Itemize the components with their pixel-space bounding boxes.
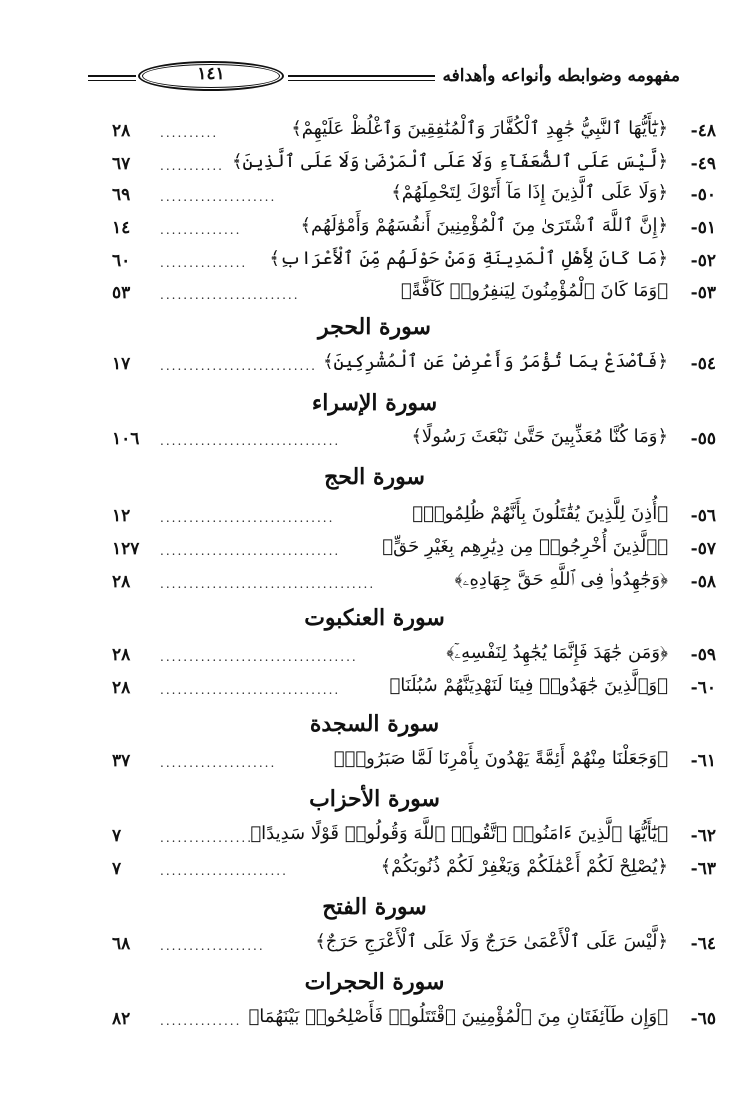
surah-heading: سورة الحج xyxy=(324,464,425,490)
leader-dots: .................... xyxy=(160,190,277,204)
entry-number: ٥٣- xyxy=(690,283,716,303)
verse-text: ﴿وَجَعَلْنَا مِنْهُمْ أَئِمَّةً يَهْدُونَ بِأَمْرِنَا لَمَّا صَبَرُوا۟﴾ xyxy=(333,748,668,769)
leader-dots: .................................. xyxy=(160,650,358,664)
entry-number: ٥٩- xyxy=(690,645,716,665)
index-entry xyxy=(96,351,716,381)
index-entry xyxy=(96,536,716,566)
header-title: مفهومه وضوابطه وأنواعه وأهدافه xyxy=(442,66,680,86)
surah-heading: سورة الفتح xyxy=(322,894,427,920)
entry-number: ٦٠- xyxy=(690,678,716,698)
verse-text: ﴿وَإِن طَآئِفَتَانِ مِنَ ٱلْمُؤْمِنِينَ ٱقْتَتَلُوا۟ فَأَصْلِحُوا۟ بَيْنَهُمَا﴾ xyxy=(248,1006,668,1027)
page-number-ornament xyxy=(138,61,286,93)
leader-dots: ............................... xyxy=(160,683,341,697)
entry-number: ٥٠- xyxy=(690,185,716,205)
leader-dots: .............................. xyxy=(160,511,335,525)
entry-number: ٥١- xyxy=(690,218,716,238)
index-entry xyxy=(96,856,716,886)
leader-dots: ...................... xyxy=(160,864,288,878)
verse-text: ﴿يُصْلِحْ لَكُمْ أَعْمَٰلَكُمْ وَيَغْفِرْ لَكُمْ ذُنُوبَكُمْ﴾ xyxy=(380,856,668,877)
surah-heading: سورة الحجر xyxy=(318,314,431,340)
entry-number: ٤٨- xyxy=(690,121,716,141)
verse-text: ﴿لَّيْسَ عَلَى ٱلضُّعَفَآءِ وَلَا عَلَى ٱلْمَرْضَىٰ وَلَا عَلَى ٱلَّذِينَ﴾ xyxy=(231,151,668,172)
page-ref: ٢٨ xyxy=(112,678,131,698)
leader-dots: .............. xyxy=(160,1014,242,1028)
leader-dots: ........................ xyxy=(160,288,300,302)
surah-heading: سورة العنكبوت xyxy=(304,605,445,631)
entry-number: ٥٦- xyxy=(690,506,716,526)
page-ref: ١٧ xyxy=(112,354,131,374)
verse-text: ﴿لَّيْسَ عَلَى ٱلْأَعْمَىٰ حَرَجٌ وَلَا عَلَى ٱلْأَعْرَجِ حَرَجٌ﴾ xyxy=(315,931,668,952)
surah-heading: سورة الحجرات xyxy=(304,969,445,995)
leader-dots: ................ xyxy=(160,831,254,845)
entry-number: ٦٥- xyxy=(690,1009,716,1029)
page-ref: ٢٨ xyxy=(112,645,131,665)
entry-number: ٥٤- xyxy=(690,354,716,374)
verse-text: ﴿وَلَا عَلَى ٱلَّذِينَ إِذَا مَآ أَتَوْكَ لِتَحْمِلَهُمْ﴾ xyxy=(391,182,668,203)
leader-dots: ..................................... xyxy=(160,577,376,591)
surah-heading: سورة الإسراء xyxy=(311,390,438,416)
header-rule xyxy=(288,75,435,81)
page-ref: ٦٠ xyxy=(112,251,131,271)
entry-number: ٦٤- xyxy=(690,934,716,954)
index-entry xyxy=(96,151,716,181)
verse-text: ﴿أُذِنَ لِلَّذِينَ يُقَٰتَلُونَ بِأَنَّهُمْ ظُلِمُوا۟﴾ xyxy=(412,503,668,524)
page-ref: ٣٧ xyxy=(112,751,131,771)
index-entry xyxy=(96,118,716,148)
page-ref: ٧ xyxy=(112,826,122,846)
index-entry xyxy=(96,569,716,599)
index-entry xyxy=(96,280,716,310)
surah-heading: سورة الأحزاب xyxy=(309,786,440,812)
entry-number: ٦٣- xyxy=(690,859,716,879)
verse-text: ﴿يَٰٓأَيُّهَا ٱلنَّبِيُّ جَٰهِدِ ٱلْكُفَّارَ وَٱلْمُنَٰفِقِينَ وَٱغْلُظْ عَلَيْهِمْ﴾ xyxy=(291,118,668,139)
index-entry xyxy=(96,182,716,212)
entry-number: ٥٨- xyxy=(690,572,716,592)
verse-text: ﴿وَمَا كَانَ ٱلْمُؤْمِنُونَ لِيَنفِرُوا۟ كَآفَّةً﴾ xyxy=(400,280,668,301)
page-ref: ٧ xyxy=(112,859,122,879)
verse-text: ﴿إِنَّ ٱللَّهَ ٱشْتَرَىٰ مِنَ ٱلْمُؤْمِنِينَ أَنفُسَهُمْ وَأَمْوَٰلَهُم﴾ xyxy=(300,215,668,236)
page-ref: ١٤ xyxy=(112,218,131,238)
entry-number: ٥٧- xyxy=(690,539,716,559)
page-ref: ٢٨ xyxy=(112,572,131,592)
verse-text: ﴿مَا كَانَ لِأَهْلِ ٱلْمَدِينَةِ وَمَنْ حَوْلَهُم مِّنَ ٱلْأَعْرَابِ﴾ xyxy=(269,248,668,269)
page-ref: ١٠٦ xyxy=(112,429,140,449)
leader-dots: ............................... xyxy=(160,434,341,448)
page-ref: ٦٧ xyxy=(112,154,131,174)
entry-number: ٦٢- xyxy=(690,826,716,846)
leader-dots: ............................... xyxy=(160,544,341,558)
leader-dots: ........................... xyxy=(160,359,317,373)
page-ref: ٨٢ xyxy=(112,1009,131,1029)
index-entry xyxy=(96,426,716,456)
page-ref: ٥٣ xyxy=(112,283,131,303)
verse-text: ﴿وَمَن جَٰهَدَ فَإِنَّمَا يُجَٰهِدُ لِنَفْسِهِۦٓ﴾ xyxy=(446,642,668,663)
leader-dots: .......... xyxy=(160,126,219,140)
index-entry xyxy=(96,215,716,245)
leader-dots: .................... xyxy=(160,756,277,770)
running-header xyxy=(88,60,680,94)
surah-heading: سورة السجدة xyxy=(309,711,440,737)
page-ref: ٦٨ xyxy=(112,934,131,954)
index-entry xyxy=(96,1006,716,1036)
index-entry xyxy=(96,248,716,278)
verse-text: ﴿فَٱصْدَعْ بِمَا تُؤْمَرُ وَأَعْرِضْ عَنِ ٱلْمُشْرِكِينَ﴾ xyxy=(322,351,668,372)
entry-number: ٦١- xyxy=(690,751,716,771)
page-ref: ١٢٧ xyxy=(112,539,140,559)
index-entry xyxy=(96,503,716,533)
entry-number: ٤٩- xyxy=(690,154,716,174)
verse-text: ﴿وَمَا كُنَّا مُعَذِّبِينَ حَتَّىٰ نَبْعَثَ رَسُولًا﴾ xyxy=(411,426,668,447)
leader-dots: ............... xyxy=(160,256,248,270)
entry-number: ٥٢- xyxy=(690,251,716,271)
page-ref: ٢٨ xyxy=(112,121,131,141)
index-entry xyxy=(96,748,716,778)
entry-number: ٥٥- xyxy=(690,429,716,449)
verse-text: ﴿يَٰٓأَيُّهَا ٱلَّذِينَ ءَامَنُوا۟ ٱتَّقُوا۟ ٱللَّهَ وَقُولُوا۟ قَوْلًا سَدِيدًا﴾ xyxy=(250,823,668,844)
verse-text: ﴿وَٱلَّذِينَ جَٰهَدُوا۟ فِينَا لَنَهْدِيَنَّهُمْ سُبُلَنَا﴾ xyxy=(389,675,668,696)
index-entry xyxy=(96,642,716,672)
index-entry xyxy=(96,675,716,705)
verse-text: ﴿ٱلَّذِينَ أُخْرِجُوا۟ مِن دِيَٰرِهِم بِغَيْرِ حَقٍّ﴾ xyxy=(382,536,668,557)
leader-dots: .................. xyxy=(160,939,265,953)
page-ref: ١٢ xyxy=(112,506,131,526)
leader-dots: .............. xyxy=(160,223,242,237)
leader-dots: ........... xyxy=(160,159,224,173)
index-entry xyxy=(96,931,716,961)
index-entry xyxy=(96,823,716,853)
verse-text: ﴿وَجَٰهِدُوا۟ فِى ٱللَّهِ حَقَّ جِهَادِهِۦ﴾ xyxy=(454,569,668,590)
header-rule-short xyxy=(88,75,136,81)
page-number: ١٤١ xyxy=(197,64,225,84)
page-ref: ٦٩ xyxy=(112,185,131,205)
